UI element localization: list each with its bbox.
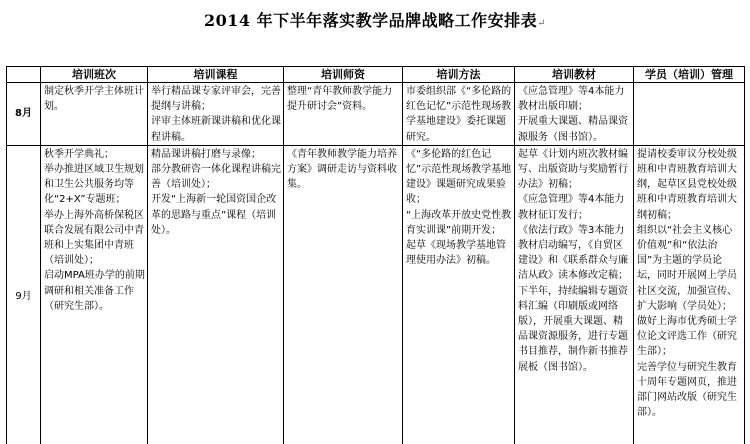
- header-training-method: 培训方法: [403, 67, 515, 83]
- cell-line: 做好上海市优秀硕士学位论文评选工作（研究生部）；: [637, 316, 737, 358]
- cell-line: 《应急管理》等4本能力教材出版印刷；: [518, 86, 625, 113]
- cell-line: 精品课讲稿打磨与录像；: [151, 148, 261, 160]
- cell-training-materials: [515, 145, 634, 444]
- cell-line: 完善学位与研究生教育十周年专题网页，推进部门网站改版（研究生部）。: [637, 361, 737, 419]
- cell-line: 起草《计划内班次教材编写、出版资助与奖励暂行办法》初稿；: [518, 148, 628, 191]
- cell-line: 制定秋季开学主体班计划。: [44, 86, 144, 113]
- table-row: [7, 145, 745, 444]
- cell-line: 举办上海外高桥保税区联合发展有限公司中青班和上实集团中青班（培训处）；: [44, 209, 144, 267]
- cell-line: 组织以“社会主义核心价值观”和“依法治国”为主题的学员论坛，同时开展网上学员社区交流，加强宣传、扩大影响（学员处）；: [637, 224, 737, 312]
- cell-line: 举行精品课专家评审会，完善提纲与讲稿；: [151, 86, 281, 113]
- cell-line: 起草《现场教学基地管理使用办法》初稿。: [406, 240, 506, 267]
- header-training-class: 培训班次: [41, 67, 148, 83]
- cell-training-materials: [515, 83, 634, 146]
- cell-line: 秋季开学典礼；: [44, 148, 114, 160]
- cell-trainee-management: [634, 83, 745, 146]
- cell-line: 市委组织部《“多伦路的红色记忆”示范性现场教学基地建设》委托课题研究。: [406, 86, 512, 143]
- cell-training-course: [148, 83, 284, 146]
- cell-training-class: [41, 145, 148, 444]
- cell-training-faculty: [284, 145, 403, 444]
- table-row: [7, 83, 745, 146]
- cell-line: 《应急管理》等4本能力教材征订发行；: [518, 194, 625, 221]
- cell-line: 《青年教师教学能力培养方案》调研走访与资料收集。: [287, 148, 397, 191]
- table-header-row: [7, 67, 745, 83]
- cell-line: 开展重大课题、精品课资源服务（图书馆）。: [518, 116, 628, 143]
- cell-training-class: [41, 83, 148, 146]
- document-title-text: 2014 年下半年落实教学品牌战略工作安排表: [204, 11, 538, 30]
- header-training-faculty: 培训师资: [284, 67, 403, 83]
- cell-line: 部分教研咨一体化课程讲稿完善（培训处）；: [151, 164, 281, 191]
- header-training-materials: 培训教材: [515, 67, 634, 83]
- header-trainee-management: 学员（培训）管理: [634, 67, 745, 83]
- cell-training-method: [403, 83, 515, 146]
- cell-line: 开发“上海新一轮国资国企改革的思路与重点”课程（培训处）。: [151, 194, 277, 236]
- cell-line: 《依法行政》等3本能力教材启动编写，《自贸区建设》和《联系群众与廉洁从政》读本修改定稿；: [518, 224, 628, 282]
- header-month: [7, 67, 41, 83]
- cell-trainee-management: [634, 145, 745, 444]
- header-training-course: 培训课程: [148, 67, 284, 83]
- document-title: [0, 8, 750, 31]
- cell-line: 提请校委审议分校处级班和中青班教育培训大纲，起草区县党校处级班和中青班教育培训大纲初稿；: [637, 148, 737, 221]
- cell-line: 启动MPA班办学的前期调研和相关准备工作（研究生部）。: [44, 270, 145, 312]
- return-mark: ↵: [537, 18, 546, 29]
- cell-line: 下半年，持续编辑专题资料汇编（印刷版或网络版），开展重大课题、精品课资源服务，进行专题书目推荐，制作新书推荐展板（图书馆）。: [518, 285, 628, 373]
- month-cell: 8月: [7, 83, 41, 146]
- cell-line: 举办推进区域卫生规划和卫生公共服务均等化“2+X”专题班；: [44, 164, 144, 206]
- cell-training-course: [148, 145, 284, 444]
- cell-line: 《“多伦路的红色记忆”示范性现场教学基地建设》课题研究成果验收；: [406, 148, 512, 206]
- cell-training-faculty: [284, 83, 403, 146]
- schedule-table: [6, 66, 745, 444]
- month-cell: 9月: [7, 145, 41, 444]
- cell-line: 整理“青年教师教学能力提升研讨会”资料。: [287, 86, 393, 113]
- cell-line: 评审主体班新课讲稿和优化课程讲稿。: [151, 116, 281, 143]
- cell-training-method: [403, 145, 515, 444]
- cell-line: “上海改革开放史党性教育实训课”前期开发；: [406, 209, 512, 236]
